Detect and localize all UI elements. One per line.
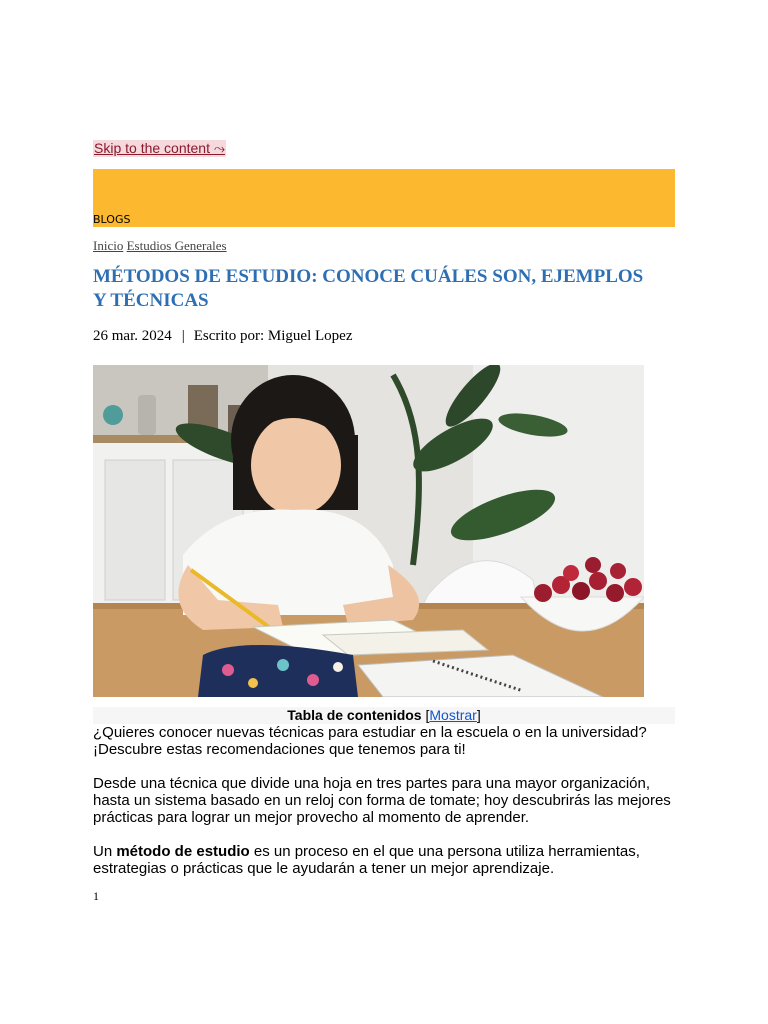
blog-banner [93,169,675,227]
toc-label: Tabla de contenidos [287,707,422,723]
girl-studying-illustration [93,365,644,697]
toc-bracket-close: ] [476,707,481,723]
body-paragraph-definition [93,843,683,877]
page-number: 1 [93,889,99,903]
intro-paragraph: ¿Quieres conocer nuevas técnicas para estudiar en la escuela o en la universidad? ¡Descubre estas recomendaciones que tenemos para ti! [93,724,647,758]
author-name: Miguel Lopez [267,328,353,344]
definition-text: es un proceso en el que una persona utiliza herramientas, estrategias o prácticas que le ayudarán a tener un mejor aprendizaje. [93,843,640,877]
breadcrumb-home-link[interactable]: Inicio [93,238,124,253]
skip-to-content-link[interactable]: Skip to the content ⤳ [94,140,226,156]
page-title: MÉTODOS DE ESTUDIO: CONOCE CUÁLES SON, EJEMPLOS Y TÉCNICAS [93,266,644,311]
toc-bracket-open: [ [425,707,430,723]
author-prefix: Escrito por: [193,328,265,344]
publish-date: 26 mar. 2024 [93,328,172,344]
table-of-contents [93,707,675,724]
article-meta [93,328,352,345]
meta-separator: | [181,328,185,344]
breadcrumb-category-link[interactable]: Estudios Generales [126,238,227,253]
body-paragraph-techniques: Desde una técnica que divide una hoja en tres partes para una mayor organización, hasta un sistema basado en un reloj con forma de tomate; hoy descubrirás las mejores prácticas para lograr un mejor provecho al momento de aprender. [93,775,671,826]
toc-toggle-link[interactable]: Mostrar [429,707,477,723]
banner-label: BLOGS [93,213,131,226]
hero-image [93,365,644,697]
definition-prefix: Un [93,843,117,860]
definition-term: método de estudio [116,843,250,860]
breadcrumb [93,238,227,254]
